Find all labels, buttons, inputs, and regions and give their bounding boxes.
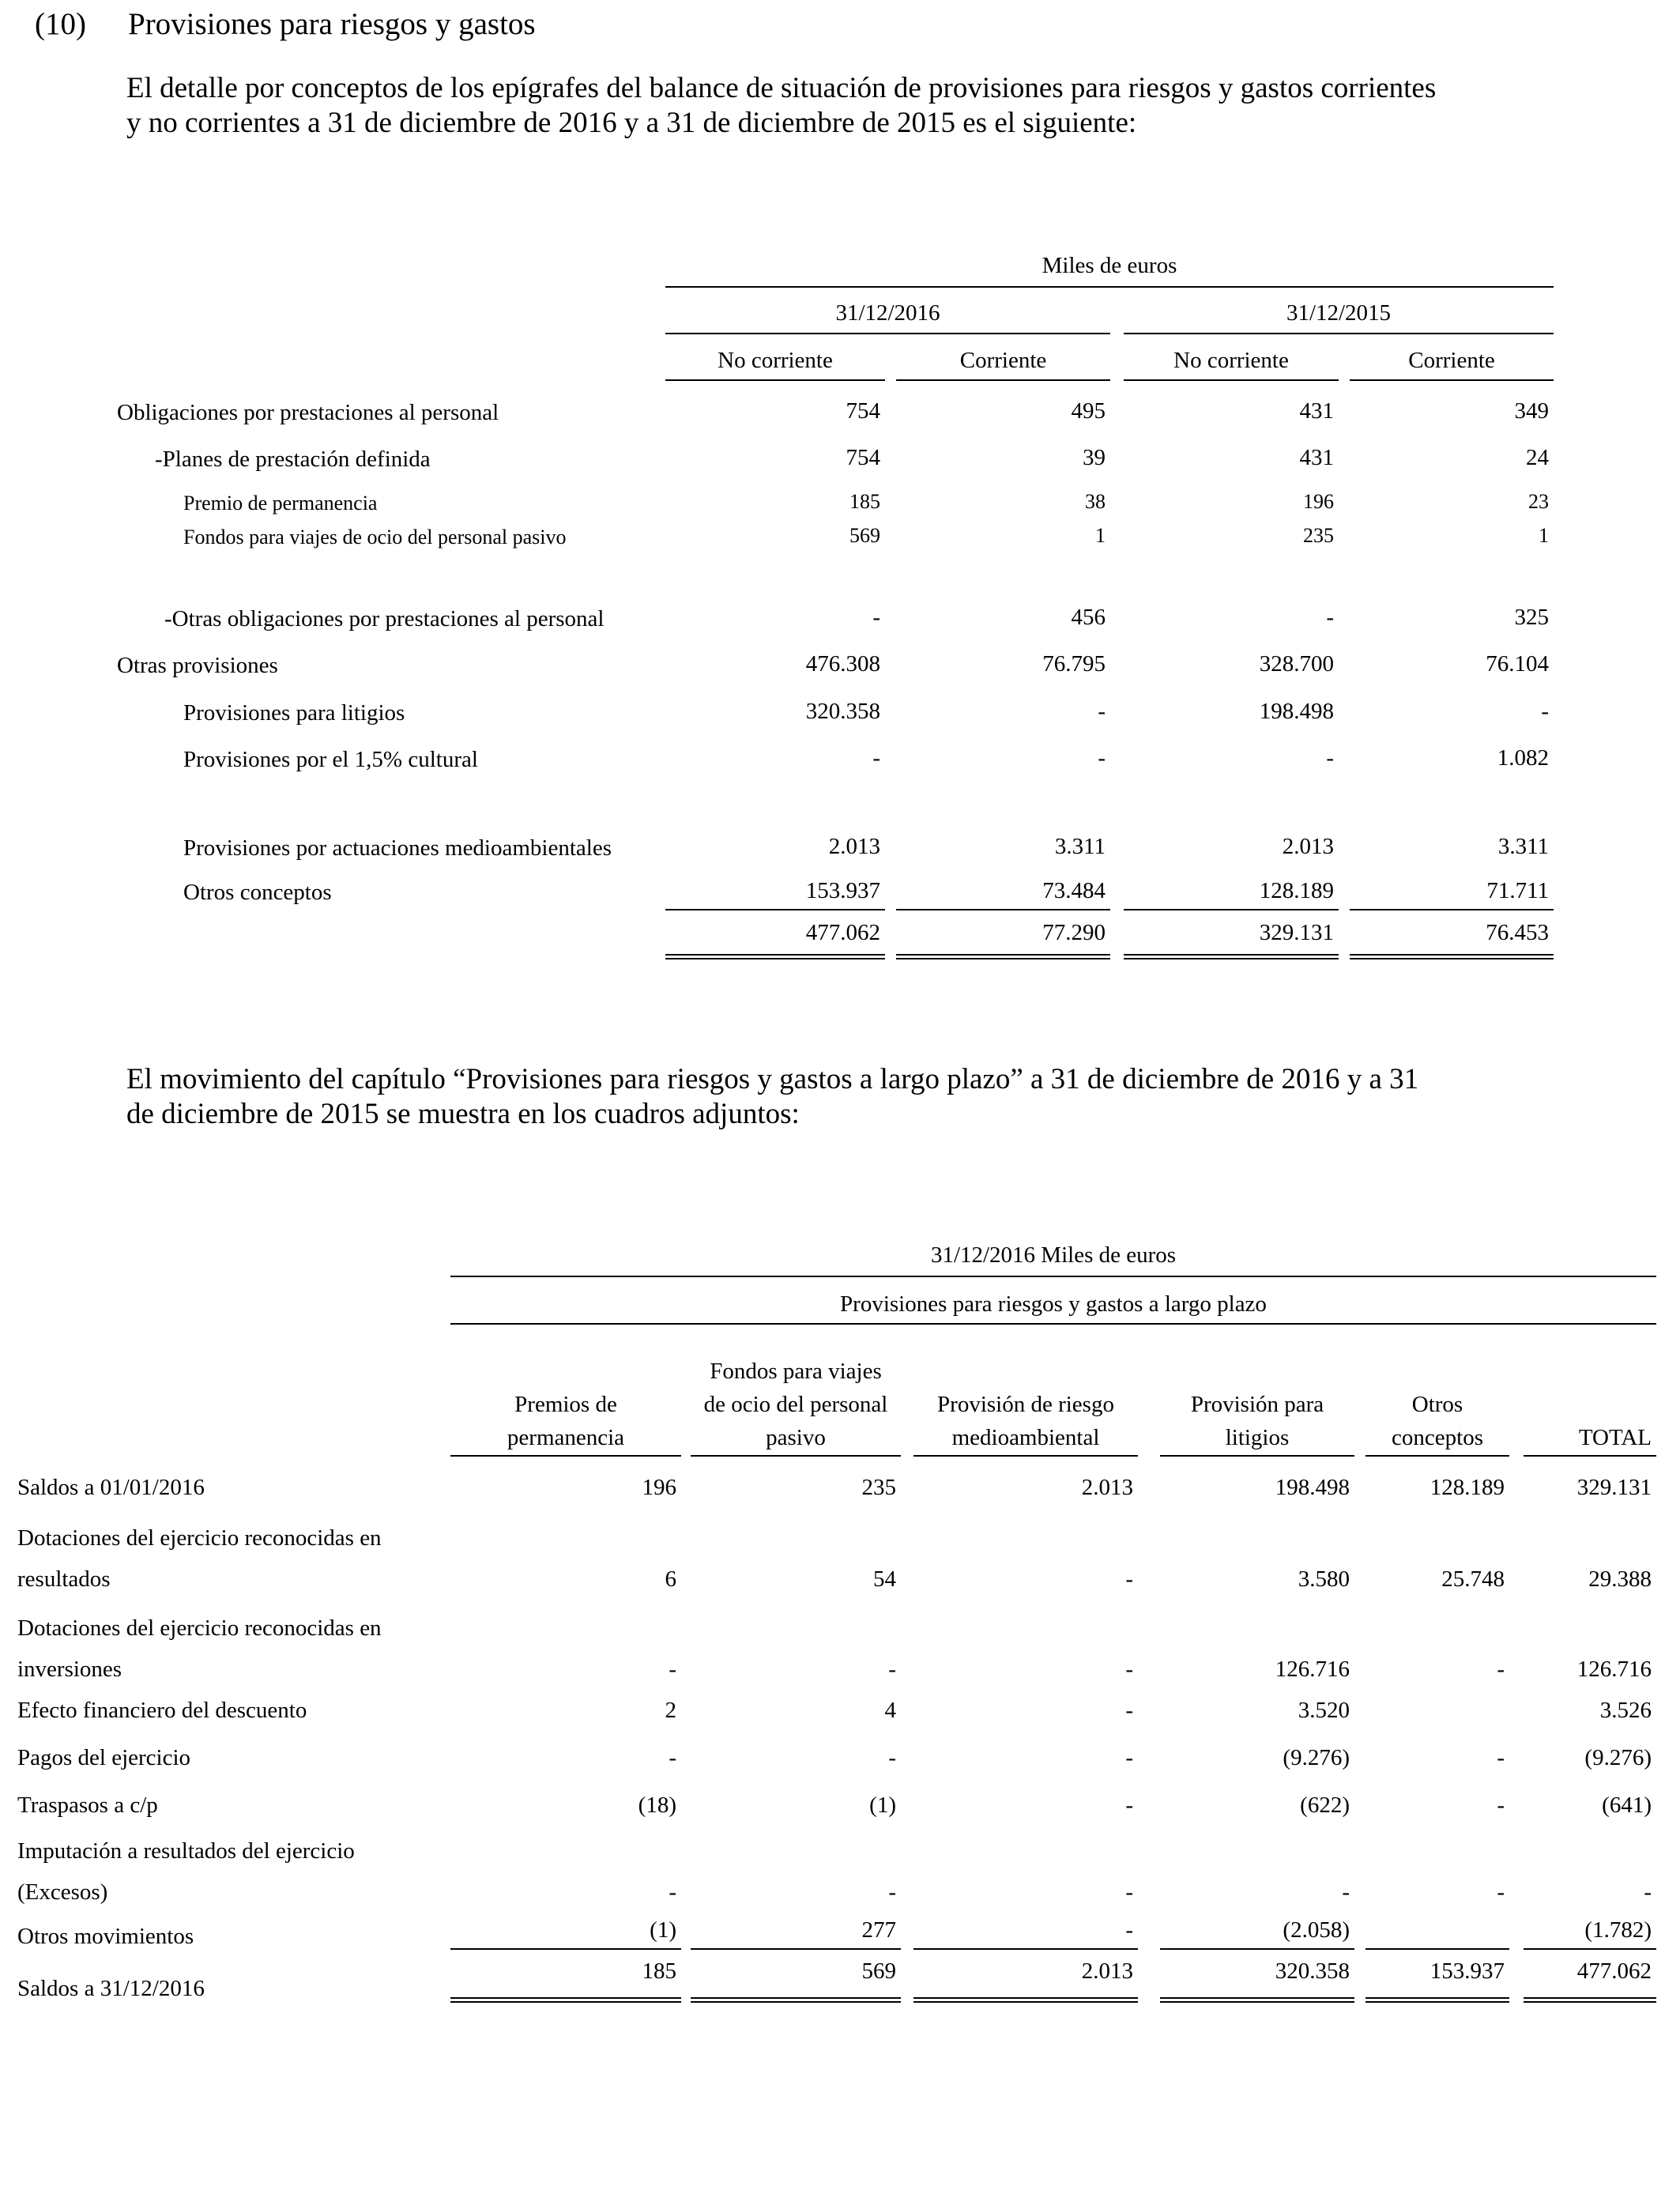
table2-closing-cell: 569 [861,1958,896,1984]
table1-cell: 198.498 [1259,699,1334,724]
table2-subtotal-rule [1365,1948,1509,1950]
table2-cell: - [1125,1698,1133,1723]
table1-cell: 39 [1083,445,1106,470]
table2-total-double-rule [1160,1997,1354,2003]
table2-column-rule [1160,1455,1354,1457]
table2-cell: (1.782) [1584,1917,1652,1943]
table1-total-double-rule [896,954,1110,959]
table1-cell: 320.358 [805,699,880,724]
table1-cell: 2.013 [1282,834,1334,859]
table2-cell: - [1125,1793,1133,1818]
table2-cell: - [1125,1566,1133,1592]
table1-row-label: Provisiones por el 1,5% cultural [183,747,478,772]
table1-row-label: Provisiones por actuaciones medioambientales [183,835,612,861]
table1-total-double-rule [1350,954,1554,959]
table1-column-rule [1124,379,1339,381]
table2-row-label: (Excesos) [17,1879,108,1905]
table1-cell: 431 [1299,398,1334,424]
table2-cell: 329.131 [1576,1475,1652,1500]
section-number: (10) [35,7,86,41]
table1-total-cell: 329.131 [1259,920,1334,945]
table1-subtotal-rule [1124,909,1339,910]
table1-cell: - [872,605,880,630]
table2-row-label: Traspasos a c/p [17,1793,158,1818]
table1-column-header: No corriente [718,348,833,373]
table2-column-header: Premios de [514,1392,617,1417]
table1-total-double-rule [1124,954,1339,959]
table1-period-2015: 31/12/2015 [1286,300,1392,326]
table2-cell: - [669,1745,676,1770]
table1-cell: - [1326,605,1334,630]
table1-row-label: -Planes de prestación definida [155,447,431,472]
table1-cell: 73.484 [1042,878,1106,903]
table1-cell: 24 [1526,445,1549,470]
table2-cell: - [888,1745,896,1770]
table1-cell: - [1326,745,1334,771]
table1-cell: - [1098,745,1106,771]
table1-column-header: Corriente [959,348,1047,373]
table2-cell: (641) [1602,1793,1652,1818]
table2-row-label: Dotaciones del ejercicio reconocidas en [17,1615,382,1641]
table2-group-rule [450,1323,1656,1325]
table2-column-rule [913,1455,1138,1457]
table1-cell: 328.700 [1259,651,1334,677]
table2-cell: 126.716 [1275,1657,1350,1682]
intro-paragraph [126,71,1612,141]
table1-total-double-rule [665,954,885,959]
table2-column-header: de ocio del personal [703,1392,888,1417]
table2-closing-cell: 320.358 [1275,1958,1350,1984]
table1-cell: 196 [1303,490,1334,513]
table2-column-header: TOTAL [1578,1425,1652,1450]
table1-cell: 754 [846,445,880,470]
table2-cell: - [669,1657,676,1682]
table1-column-rule [1350,379,1554,381]
table1-period-2016: 31/12/2016 [835,300,940,326]
table2-cell: 3.526 [1599,1698,1652,1723]
table2-subtotal-rule [691,1948,901,1950]
table1-row-label: Otras provisiones [117,653,278,678]
table2-cell: - [1644,1879,1652,1905]
table2-column-header: Provisión de riesgo [937,1392,1114,1417]
table2-subtotal-rule [913,1948,1138,1950]
table2-column-header: pasivo [766,1425,826,1450]
table2-cell: 277 [861,1917,896,1943]
table2-cell: 2.013 [1081,1475,1133,1500]
table2-cell: - [1125,1657,1133,1682]
table1-cell: 349 [1514,398,1549,424]
table1-row-label: Premio de permanencia [183,492,378,515]
table1-cell: 3.311 [1497,834,1549,859]
table1-cell: 76.104 [1486,651,1549,677]
table1-cell: 456 [1071,605,1106,630]
table1-row-label: Fondos para viajes de ocio del personal pasivo [183,526,567,548]
table2-cell: 4 [884,1698,896,1723]
table2-total-double-rule [913,1997,1138,2003]
table1-total-cell: 477.062 [805,920,880,945]
table2-row-label: Dotaciones del ejercicio reconocidas en [17,1525,382,1551]
movement-line-2: de diciembre de 2015 se muestra en los cuadros adjuntos: [126,1098,800,1130]
table1-cell: 1 [1539,524,1549,547]
table1-period-rule-2016 [665,333,1110,334]
table1-unit-header: Miles de euros [1042,253,1177,278]
table2-row-label: Pagos del ejercicio [17,1745,191,1770]
table1-cell: 76.795 [1042,651,1106,677]
table2-column-header: medioambiental [951,1425,1100,1450]
intro-line-1: El detalle por conceptos de los epígrafes del balance de situación de provisiones para riesgos y gastos corrientes [126,72,1437,104]
table2-closing-cell: 2.013 [1081,1958,1133,1984]
table2-cell: - [1497,1657,1505,1682]
table2-cell: 2 [665,1698,676,1723]
table1-cell: 1 [1095,524,1106,547]
table2-cell: - [669,1879,676,1905]
table2-row-label: inversiones [17,1657,122,1682]
table1-cell: 3.311 [1054,834,1106,859]
table2-cell: - [1125,1917,1133,1943]
table2-cell: - [1497,1879,1505,1905]
table2-column-header: conceptos [1392,1425,1483,1450]
table1-unit-rule [665,286,1554,288]
table2-column-rule [1524,1455,1656,1457]
table2-total-double-rule [1524,1997,1656,2003]
table1-period-rule-2015 [1124,333,1554,334]
table1-column-header: Corriente [1408,348,1495,373]
table1-cell: 495 [1071,398,1106,424]
table2-column-rule [691,1455,901,1457]
table2-cell: (622) [1300,1793,1350,1818]
table1-total-cell: 77.290 [1042,920,1106,945]
table1-cell: 235 [1303,524,1334,547]
table2-cell: 128.189 [1430,1475,1505,1500]
table2-unit-rule [450,1276,1656,1277]
table1-cell: 569 [849,524,880,547]
table2-column-header: permanencia [507,1425,625,1450]
table2-cell: 196 [642,1475,676,1500]
table1-cell: 325 [1514,605,1549,630]
table2-cell: (2.058) [1283,1917,1350,1943]
table1-cell: 754 [846,398,880,424]
table2-cell: - [888,1657,896,1682]
table2-cell: (1) [650,1917,676,1943]
table1-column-header: No corriente [1173,348,1289,373]
table2-cell: (1) [869,1793,896,1818]
table2-cell: 3.580 [1298,1566,1350,1592]
table2-column-rule [1365,1455,1509,1457]
table2-cell: - [1497,1793,1505,1818]
table1-subtotal-rule [665,909,885,910]
table2-cell: 6 [665,1566,676,1592]
table1-total-cell: 76.453 [1486,920,1549,945]
table2-closing-cell: 477.062 [1576,1958,1652,1984]
table2-column-header: Otros [1411,1392,1463,1417]
table2-closing-cell: 153.937 [1430,1958,1505,1984]
table2-cell: 25.748 [1441,1566,1505,1592]
intro-line-2: y no corrientes a 31 de diciembre de 2016 y a 31 de diciembre de 2015 es el siguiente: [126,107,1137,139]
table1-cell: - [872,745,880,771]
table1-subtotal-rule [896,909,1110,910]
table2-cell: - [1125,1879,1133,1905]
table2-group-header: Provisiones para riesgos y gastos a largo plazo [840,1291,1267,1317]
table2-subtotal-rule [1160,1948,1354,1950]
table2-column-header: litigios [1225,1425,1290,1450]
table1-cell: 1.082 [1497,745,1549,771]
table1-column-rule [665,379,885,381]
table1-cell: 185 [849,490,880,513]
table1-cell: 153.937 [805,878,880,903]
table2-cell: 126.716 [1576,1657,1652,1682]
table2-unit-header: 31/12/2016 Miles de euros [930,1242,1177,1268]
table1-subtotal-rule [1350,909,1554,910]
section-heading [35,6,536,42]
table2-cell: 54 [873,1566,896,1592]
table2-subtotal-rule [1524,1948,1656,1950]
movement-paragraph [126,1062,1612,1132]
table1-row-label: Obligaciones por prestaciones al personal [117,400,499,425]
table1-cell: - [1541,699,1549,724]
movement-line-1: El movimiento del capítulo “Provisiones para riesgos y gastos a largo plazo” a 31 de diciembre de 2016 y a 31 [126,1063,1419,1095]
table1-row-label: -Otras obligaciones por prestaciones al personal [164,606,605,631]
table1-cell: 23 [1528,490,1549,513]
table2-column-header: Provisión para [1190,1392,1324,1417]
table1-cell: 476.308 [805,651,880,677]
table2-cell: 29.388 [1588,1566,1652,1592]
table2-cell: (18) [638,1793,676,1818]
table2-cell: 3.520 [1298,1698,1350,1723]
table2-cell: - [1342,1879,1350,1905]
table2-cell: 198.498 [1275,1475,1350,1500]
table2-cell: - [1497,1745,1505,1770]
table1-cell: 71.711 [1486,878,1549,903]
table1-cell: 38 [1085,490,1106,513]
table2-total-double-rule [450,1997,681,2003]
table2-column-header: Fondos para viajes [710,1359,882,1384]
table2-cell: - [888,1879,896,1905]
table2-cell: 235 [861,1475,896,1500]
table1-column-rule [896,379,1110,381]
table2-total-double-rule [691,1997,901,2003]
table2-row-label: resultados [17,1566,111,1592]
table2-closing-cell: 185 [642,1958,676,1984]
table1-cell: - [1098,699,1106,724]
table1-cell: 128.189 [1259,878,1334,903]
table2-subtotal-rule [450,1948,681,1950]
table2-cell: (9.276) [1283,1745,1350,1770]
table2-row-label: Efecto financiero del descuento [17,1698,307,1723]
table2-cell: (9.276) [1584,1745,1652,1770]
table1-row-label: Otros conceptos [183,880,332,905]
table2-column-rule [450,1455,681,1457]
table2-total-double-rule [1365,1997,1509,2003]
table2-row-label: Saldos a 01/01/2016 [17,1475,205,1500]
table1-cell: 2.013 [828,834,880,859]
table1-row-label: Provisiones para litigios [183,700,405,726]
table2-row-label: Imputación a resultados del ejercicio [17,1838,355,1864]
table2-row-label: Otros movimientos [17,1924,194,1949]
table1-cell: 431 [1299,445,1334,470]
table2-cell: - [1125,1745,1133,1770]
section-title: Provisiones para riesgos y gastos [128,7,536,41]
table2-closing-label: Saldos a 31/12/2016 [17,1976,205,2001]
